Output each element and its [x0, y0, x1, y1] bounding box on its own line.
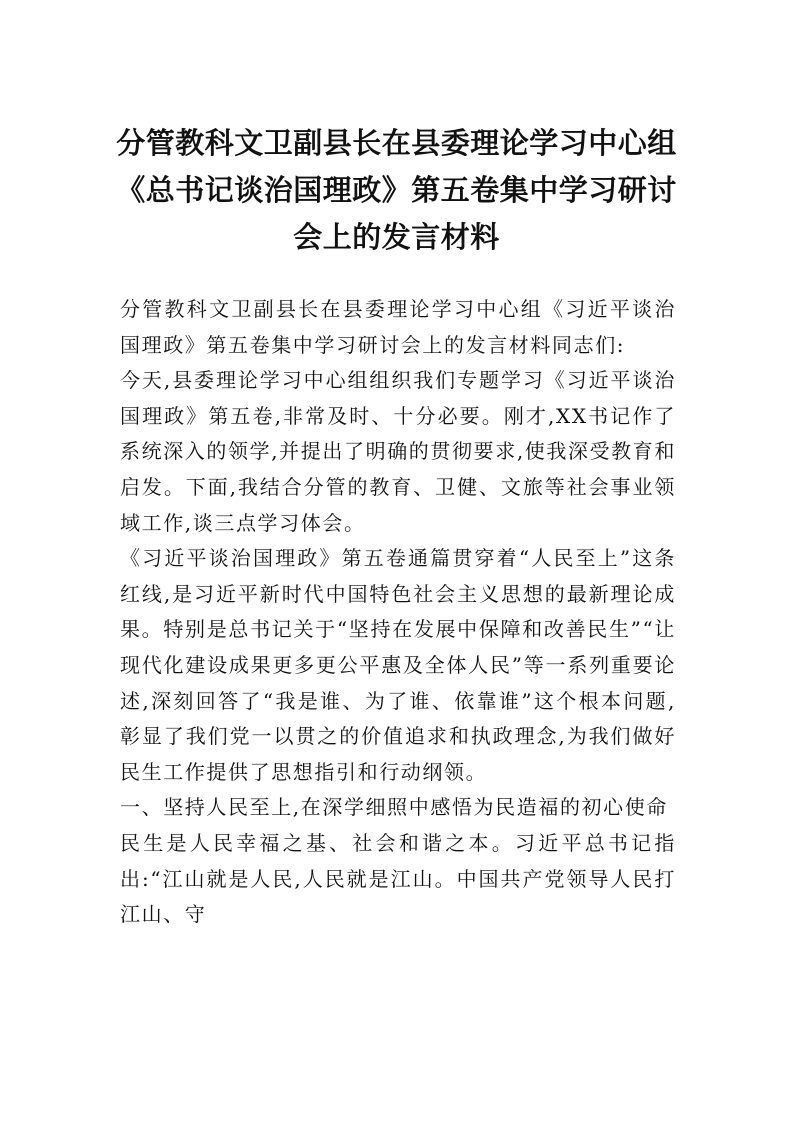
paragraph-opening: 分管教科文卫副县长在县委理论学习中心组《习近平谈治国理政》第五卷集中学习研讨会上的发言材料同志们: [120, 297, 676, 357]
paragraph-overview: 《习近平谈治国理政》第五卷通篇贯穿着“人民至上”这条红线,是习近平新时代中国特色社会主义思想的最新理论成果。特别是总书记关于“坚持在发展中保障和改善民生”“让现代化建设成果更多更公平惠及全体人民”等一系列重要论述,深刻回答了“我是谁、为了谁、依靠谁”这个根本问题,彰显了我们党一以贯之的价值追求和执政理念,为我们做好民生工作提供了思想指引和行动纲领。 [120, 546, 676, 784]
paragraph-section-one: 民生是人民幸福之基、社会和谐之本。习近平总书记指出:“江山就是人民,人民就是江山。中国共产党领导人民打江山、守 [120, 830, 676, 927]
paragraph-introduction: 今天,县委理论学习中心组组织我们专题学习《习近平谈治国理政》第五卷,非常及时、十分必要。刚才,XX书记作了系统深入的领学,并提出了明确的贯彻要求,使我深受教育和启发。下面,我结合分管的教育、卫健、文旅等社会事业领域工作,谈三点学习体会。 [120, 368, 676, 535]
document-title: 分管教科文卫副县长在县委理论学习中心组《总书记谈治国理政》第五卷集中学习研讨会上的发言材料 [116, 126, 677, 254]
document-body [120, 292, 676, 933]
section-heading-one: 一、坚持人民至上,在深学细照中感悟为民造福的初心使命 [120, 795, 668, 820]
